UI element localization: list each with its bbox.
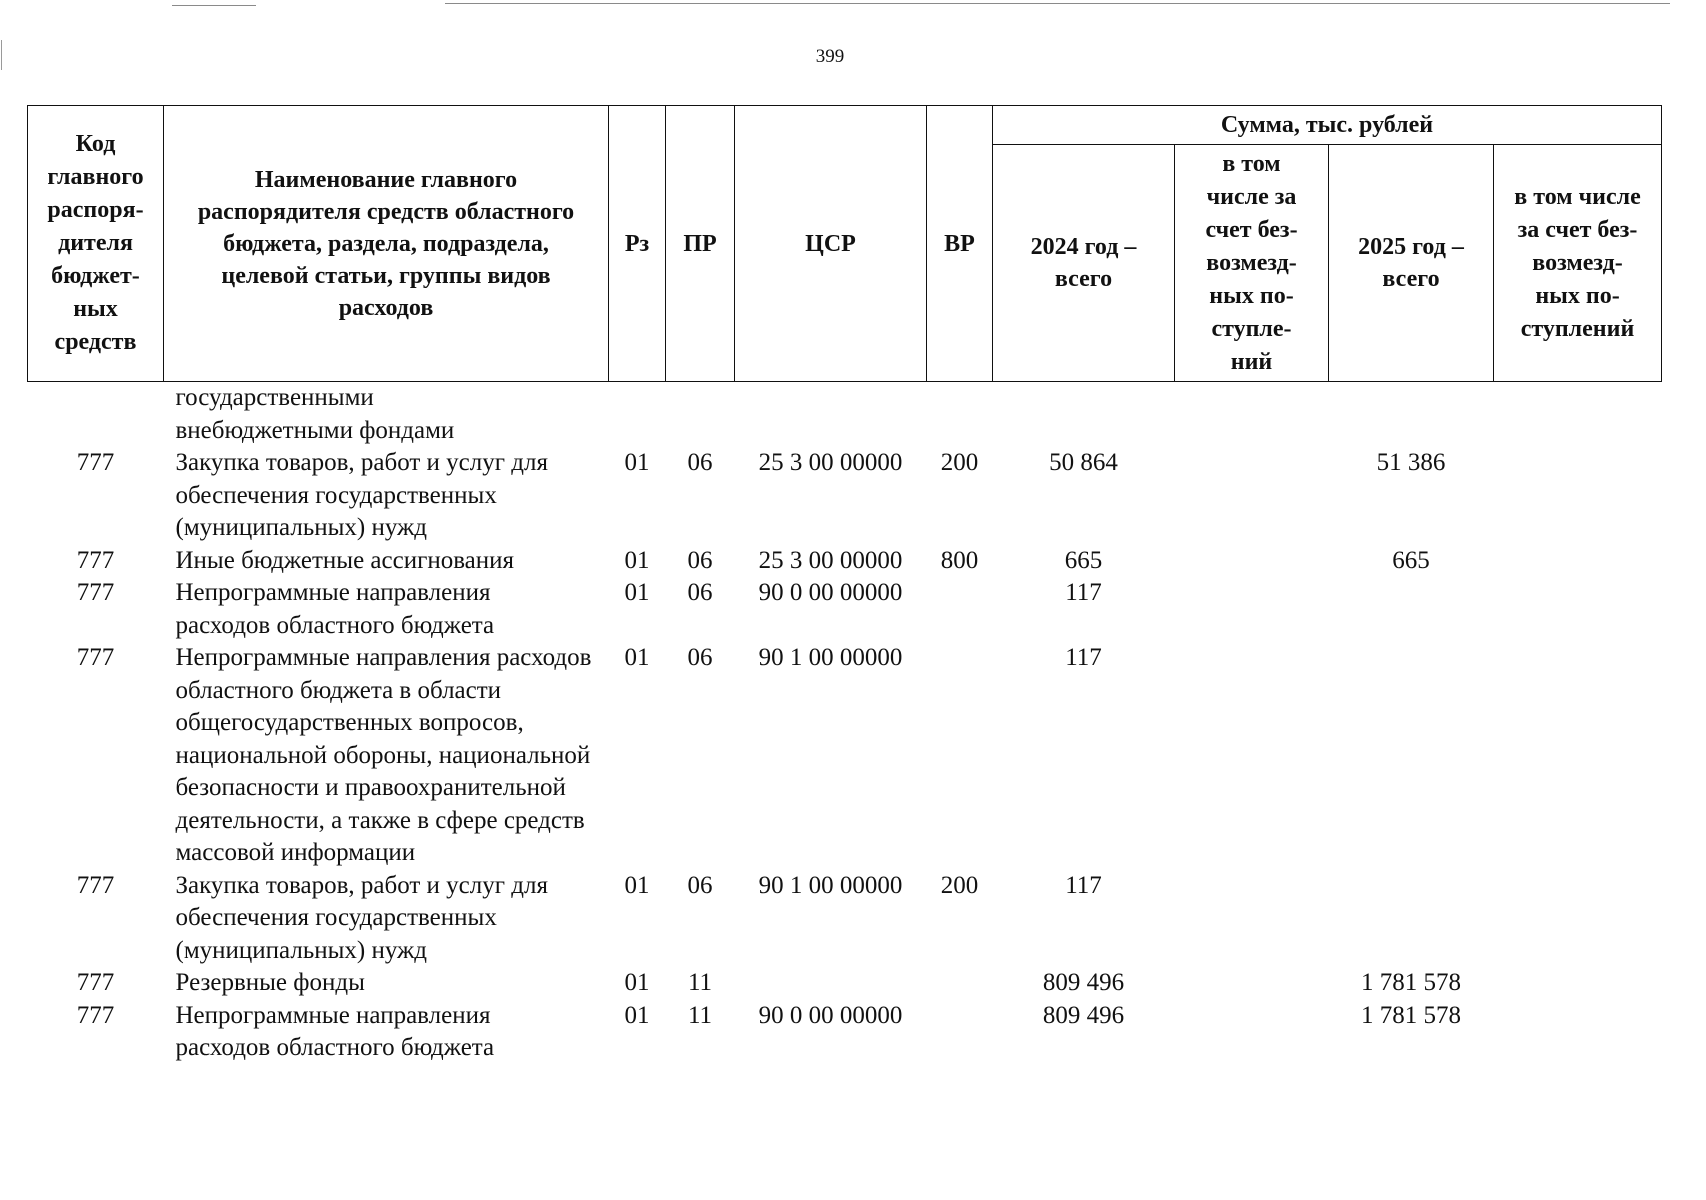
cell-name: Резервные фонды (175, 969, 365, 996)
scan-line-right (445, 3, 1670, 4)
cell-2025-total: 665 (1392, 546, 1430, 574)
cell-2024-total: 117 (1065, 644, 1102, 671)
cell-name: Непрограммные направления расходов областного бюджета (175, 1001, 495, 1061)
cell-pr: 06 (687, 644, 713, 671)
cell-2024-gratis (1175, 382, 1329, 448)
cell-2025-total (1329, 870, 1494, 968)
cell-2025-total (1329, 642, 1494, 870)
cell-2024-gratis (1175, 545, 1329, 578)
cell-2024-gratis (1175, 447, 1329, 545)
cell-code: 777 (76, 449, 115, 476)
cell-rz: 01 (624, 871, 650, 899)
cell-vr (927, 642, 993, 870)
cell-rz: 01 (624, 546, 650, 574)
cell-2025-gratis (1494, 967, 1662, 1000)
cell-2025-total: 1 781 578 (1361, 969, 1461, 996)
cell-csr: 90 0 00 00000 (758, 579, 903, 606)
cell-csr: 25 3 00 00000 (758, 449, 903, 476)
scan-line-left (172, 5, 256, 6)
cell-2025-gratis (1494, 545, 1662, 578)
cell-pr: 06 (687, 871, 713, 899)
header-2024-gratis: в том числе за счет без- возмезд- ных по- ступле- ний (1175, 145, 1329, 382)
header-csr: ЦСР (735, 106, 927, 382)
cell-rz (609, 382, 666, 448)
cell-code (28, 382, 164, 448)
cell-csr: 90 1 00 00000 (758, 644, 903, 671)
cell-2024-total: 117 (1065, 579, 1102, 606)
cell-2024-gratis (1175, 870, 1329, 968)
cell-csr: 90 1 00 00000 (758, 871, 903, 899)
cell-2025-total: 51 386 (1376, 449, 1446, 476)
cell-pr (666, 382, 735, 448)
cell-2024-gratis (1175, 642, 1329, 870)
cell-pr: 06 (687, 449, 713, 476)
cell-rz: 01 (624, 969, 650, 996)
cell-rz: 01 (624, 449, 650, 476)
cell-2024-total: 809 496 (1042, 969, 1125, 996)
cell-2024-gratis (1175, 967, 1329, 1000)
cell-pr: 06 (687, 546, 713, 574)
cell-2024-total: 117 (1065, 871, 1102, 899)
header-name: Наименование главного распорядителя средств областного бюджета, раздела, подраздела, целевой статьи, группы видов расходов (164, 106, 609, 382)
cell-csr (735, 382, 927, 448)
cell-2024-gratis (1175, 1000, 1329, 1065)
table-row (28, 870, 1662, 968)
cell-pr: 11 (687, 1001, 713, 1029)
cell-2024-total: 665 (1064, 546, 1103, 574)
cell-vr (927, 577, 993, 642)
cell-csr: 25 3 00 00000 (758, 546, 903, 574)
table-row (28, 1000, 1662, 1065)
cell-2024-total (993, 382, 1175, 448)
table-row (28, 642, 1662, 870)
cell-name: Иные бюджетные ассигнования (175, 546, 515, 574)
cell-code: 777 (76, 546, 115, 574)
cell-rz: 01 (624, 579, 650, 606)
header-vr: ВР (927, 106, 993, 382)
cell-csr (735, 967, 927, 1000)
cell-code: 777 (76, 871, 115, 899)
cell-2024-total: 809 496 (1042, 1001, 1125, 1029)
cell-vr: 800 (940, 546, 979, 574)
cell-2024-gratis (1175, 577, 1329, 642)
budget-table (27, 105, 1662, 1065)
cell-rz: 01 (624, 644, 650, 671)
header-2024-total: 2024 год – всего (993, 145, 1175, 382)
cell-2025-gratis (1494, 577, 1662, 642)
table-header (28, 106, 1662, 382)
cell-csr: 90 0 00 00000 (758, 1001, 903, 1029)
header-2025-gratis: в том числе за счет без- возмезд- ных по- ступлений (1494, 145, 1662, 382)
cell-name: государственными внебюджетными фондами (175, 384, 455, 444)
cell-2025-total: 1 781 578 (1361, 1001, 1461, 1029)
cell-vr: 200 (940, 449, 979, 476)
cell-2025-total (1329, 382, 1494, 448)
cell-code: 777 (76, 1001, 115, 1029)
page-number: 399 (815, 46, 845, 67)
cell-pr: 06 (687, 579, 713, 606)
header-pr: ПР (666, 106, 735, 382)
cell-2025-gratis (1494, 642, 1662, 870)
cell-2025-gratis (1494, 447, 1662, 545)
cell-2024-total: 50 864 (1049, 449, 1118, 476)
cell-vr (927, 967, 993, 1000)
cell-pr: 11 (687, 969, 713, 996)
cell-name: Непрограммные направления расходов областного бюджета (175, 579, 495, 639)
cell-2025-total (1329, 577, 1494, 642)
table-row-lead-in (28, 382, 1662, 448)
table-row (28, 577, 1662, 642)
cell-code: 777 (76, 969, 115, 996)
header-sum-group: Сумма, тыс. рублей (993, 106, 1662, 145)
cell-2025-gratis (1494, 382, 1662, 448)
table-row (28, 545, 1662, 578)
table-row (28, 967, 1662, 1000)
cell-vr (927, 1000, 993, 1065)
cell-2025-gratis (1494, 1000, 1662, 1065)
header-rz: Рз (609, 106, 666, 382)
cell-name: Закупка товаров, работ и услуг для обеспечения государственных (муниципальных) нужд (175, 871, 548, 964)
cell-code: 777 (76, 579, 115, 606)
cell-rz: 01 (624, 1001, 650, 1029)
header-code: Код главного распоря- дителя бюджет- ных средств (28, 106, 164, 382)
cell-vr: 200 (940, 871, 979, 899)
cell-vr (927, 382, 993, 448)
table-body (28, 382, 1662, 1065)
cell-2025-gratis (1494, 870, 1662, 968)
cell-name: Непрограммные направления расходов областного бюджета в области общегосударственных вопросов, национальной обороны, национальной безопасности и правоохранительной деятельности, а также в сфере средств массовой информации (175, 644, 592, 866)
table-row (28, 447, 1662, 545)
cell-name: Закупка товаров, работ и услуг для обеспечения государственных (муниципальных) нужд (175, 449, 548, 541)
cell-code: 777 (76, 644, 115, 671)
header-2025-total: 2025 год – всего (1329, 145, 1494, 382)
